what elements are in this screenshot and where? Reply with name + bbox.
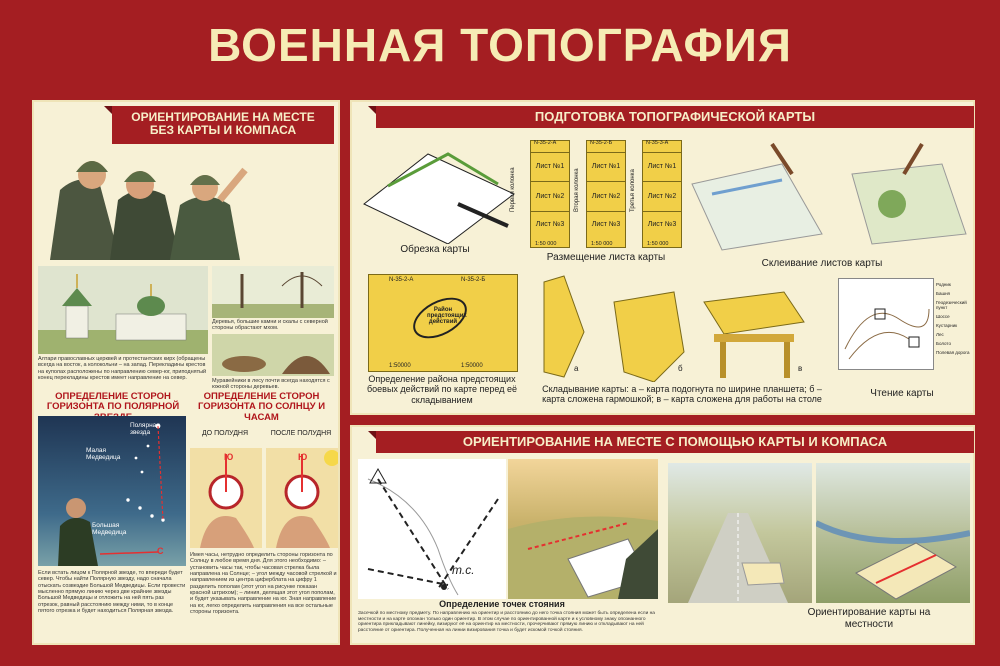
watch-before-noon [190,448,262,548]
sun-title: ОПРЕДЕЛЕНИЕ СТОРОН ГОРИЗОНТА ПО СОЛНЦУ И ЧАСАМ [197,391,326,423]
region-code-2: N-35-2-Б [461,277,486,283]
region-caption: Определение района предстоящих боевых действий по карте перед её складыванием [367,374,517,405]
left-banner: ОРИЕНТИРОВАНИЕ НА МЕСТЕ БЕЗ КАРТЫ И КОМПАСА [112,106,334,144]
sheet-2-row-1: Лист №1 [587,152,625,182]
anthill-illustration [212,334,334,376]
fold-letter-b: б [678,364,683,373]
legend-item: Лес [936,332,944,337]
map-prep-panel [350,100,975,415]
south-letter-2: Ю [298,452,308,462]
orient-caption: Ориентирование карты на местности [807,607,931,630]
column-label-2: Вторая колонка [574,168,580,212]
station-label: т.с. [452,563,475,577]
cut-caption: Обрезка карты [400,244,470,255]
region-map [368,274,518,372]
triangulation-diagram [358,459,506,599]
sheet-2-row-2: Лист №2 [587,181,625,211]
sheet-3-row-1: Лист №1 [643,152,681,182]
region-scale-2: 1:50000 [461,363,483,369]
map-legend [936,282,976,355]
poster-title: ВОЕННАЯ ТОПОГРАФИЯ [208,19,792,71]
sheet-1-row-1: Лист №1 [531,152,569,182]
sheet-code-1: N-35-2-А [534,140,557,146]
reading-caption: Чтение карты [870,388,934,399]
sheet-scale-1: 1:50 000 [535,241,557,247]
region-code-1: N-35-2-А [389,277,414,283]
sun-text: Имея часы, нетрудно определить стороны горизонта по Солнцу в любое время дня. Для этого необходимо: – установить часы так, чтобы часовая стрелка была направлена на Солнце; – угол между часовой стрелкой и направлением из центра циферблата на цифру 1 разделить пополам (этот угол на рисунке показан красной штрихом); – линия, делящая этот угол пополам, и будет указывать направление на юг. Зная направление на юг, легко определить направления на все остальные стороны горизонта. [190,552,337,615]
legend-item: Шоссе [936,314,950,319]
big-bear-label: Большая Медведица [92,522,127,536]
legend-item: Родник [936,282,951,287]
south-letter-1: Ю [224,452,234,462]
glue-caption: Склеивание листов карты [761,258,883,269]
sheet-column-1 [530,140,570,248]
region-label: Район предстоящих действий [427,307,467,325]
sheet-scale-2: 1:50 000 [591,241,613,247]
legend-item: Геодезический пункт [936,300,967,310]
terrain-orientation-2 [816,463,970,603]
north-letter: С [157,546,164,556]
sheet-scale-3: 1:50 000 [647,241,669,247]
polar-star-label: Полярная звезда [130,422,160,436]
orientation-banner: ОРИЕНТИРОВАНИЕ НА МЕСТЕ С ПОМОЩЬЮ КАРТЫ И КОМПАСА [376,431,974,453]
gluing-illustration [682,134,972,254]
map-reading-illustration [838,278,934,370]
trees-illustration [212,266,334,318]
points-caption: Определение точек стояния [439,599,565,609]
sheet-column-3 [642,140,682,248]
soldiers-illustration [40,130,250,260]
legend-item: Башня [936,291,950,296]
points-text: Засечкой по местному предмету. По направлению на ориентир и расстоянию до него точка стояния может быть определена если на местности и на карте опознан только один ориентир. В этом случае по ориентированной карте и к условному знаку опознанного ориентира прикладывают линейку, визируют её на ориентир на местности, прочерчивают прямую линию и откладывают на ней расстояние от ориентира. Полученная на линии визирования точка и будет искомой точкой стояния. [358,611,655,633]
sheet-2-row-3: Лист №3 [587,211,625,236]
night-sky-illustration [38,416,186,566]
placement-caption: Размещение листа карты [546,252,666,263]
column-label-3: Третья колонка [630,169,636,212]
map-cutting-illustration [358,134,518,244]
sheet-3-row-2: Лист №2 [643,181,681,211]
orientation-panel [350,425,975,645]
region-scale-1: 1:50000 [389,363,411,369]
left-panel [32,100,340,645]
fold-letter-a: а [574,364,579,373]
sheet-3-row-3: Лист №3 [643,211,681,236]
fold-letter-v: в [798,364,803,373]
watch-after-noon [266,448,338,548]
church-illustration [38,266,208,354]
polar-title: ОПРЕДЕЛЕНИЕ СТОРОН ГОРИЗОНТА ПО ПОЛЯРНОЙ [46,391,180,413]
church-text: Алтари православных церквей и протестантских кирх (обращены всегда на восток, а колокольни – на запад. Перекладины крестов на куполах расположены по направлению север-юг, приподнятый конец перекладины крестов имеет направление на север. [38,356,207,381]
sheet-1-row-3: Лист №3 [531,211,569,236]
column-label-1: Первая колонка [510,167,516,212]
field-sighting-illustration [508,459,658,599]
polar-text: Если встать лицом к Полярной звезде, то впереди будет север. Чтобы найти Полярную звезду, надо сначала отыскать созвездие Большой Медведицы. Если провести мысленно прямую линию через две крайние звезды Большой Медведицы и отложить на ней пять раз отрезок, равный расстоянию между ними, то в конце пятого отрезка и будет находиться Полярная звезда. [38,570,186,614]
anthill-text: Муравейники в лесу почти всегда находятся с южной стороны деревьев. [212,378,330,391]
legend-item: Полевая дорога [936,350,970,355]
sheet-1-row-2: Лист №2 [531,181,569,211]
tree-text: Деревья, большие камни и скалы с северной стороны обрастают мхом. [212,319,328,332]
legend-item: Болото [936,341,951,346]
terrain-orientation-1 [668,463,812,603]
before-noon-label: ДО ПОЛУДНЯ [201,430,249,437]
fold-caption: Складывание карты: а – карта подогнута по ширине планшета; б – карта сложена гармошкой; в – карта сложена для работы на столе [542,384,822,405]
sheet-code-2: N-35-2-Б [590,140,613,146]
small-bear-label: Малая Медведица [86,447,121,461]
sheet-code-3: N-35-3-А [646,140,669,146]
after-noon-label: ПОСЛЕ ПОЛУДНЯ [270,430,332,437]
sheet-column-2 [586,140,626,248]
legend-item: Кустарник [936,323,958,328]
map-prep-banner: ПОДГОТОВКА ТОПОГРАФИЧЕСКОЙ КАРТЫ [376,106,974,128]
